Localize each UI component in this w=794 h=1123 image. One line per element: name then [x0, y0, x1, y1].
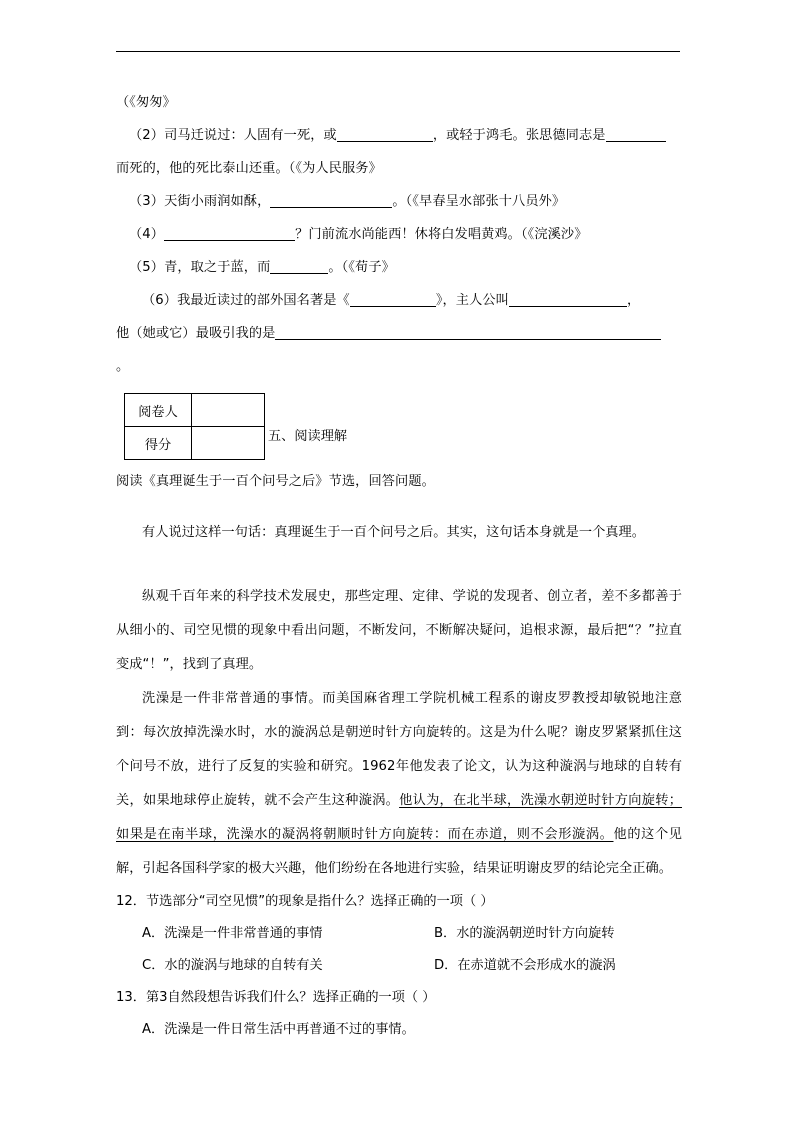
score-value-cell[interactable]: [192, 427, 265, 460]
question-12-option-c[interactable]: C．水的漩涡与地球的自转有关: [142, 958, 323, 973]
passage-paragraph-1: 有人说过这样一句话：真理诞生于一百个问号之后。其实，这句话本身就是一个真理。: [142, 525, 646, 540]
question-6-text-a: （6）我最近读过的部外国名著是《: [142, 293, 350, 308]
question-2-text-b: ，或轻于鸿毛。张思德同志是: [432, 128, 606, 143]
question-5-blank-1[interactable]: [270, 258, 328, 274]
question-12-stem: 12．节选部分“司空见惯”的现象是指什么？选择正确的一项（ ）: [116, 894, 494, 909]
question-3-text-b: 。（《早春呈水部张十八员外》: [392, 194, 566, 209]
question-6-blank-1[interactable]: [350, 291, 436, 307]
question-6-blank-3[interactable]: [275, 324, 661, 340]
question-6-text-d: 他（她或它）最吸引我的是: [116, 326, 276, 341]
question-4-text-a: （4）: [129, 227, 165, 242]
question-2-text-a: （2）司马迁说过：人固有一死，或: [129, 128, 337, 143]
question-3-blank-1[interactable]: [270, 192, 392, 208]
question-12-option-b[interactable]: B．水的漩涡朝逆时针方向旋转: [434, 926, 615, 941]
passage-paragraph-3-after: 他的这个见解，引起各国科学家的极大兴趣，他们纷纷在各地进行实验，结果证明谢皮罗的结论完全正确。: [116, 827, 683, 876]
table-row: [125, 427, 265, 460]
question-2-line: [116, 119, 682, 152]
question-6-blank-2[interactable]: [509, 291, 627, 307]
grader-label-cell: 阅卷人: [125, 394, 192, 427]
question-2-line-2: 而死的，他的死比泰山还重。（《为人民服务》: [116, 161, 382, 176]
question-4-line: [116, 218, 682, 251]
question-6-line-3: 。: [116, 359, 130, 374]
question-3-text-a: （3）天街小雨润如酥，: [129, 194, 271, 209]
question-5-text-a: （5）青，取之于蓝，而: [129, 260, 271, 275]
question-12-option-a[interactable]: A．洗澡是一件非常普通的事情: [142, 926, 323, 941]
question-5-text-b: 。（《荀子》: [328, 260, 395, 275]
score-table-row: [116, 391, 682, 465]
question-13-options-row-1: [116, 1014, 682, 1046]
question-1-source: （《匆匆》: [116, 95, 176, 110]
question-13-stem: 13．第3自然段想告诉我们什么？选择正确的一项（ ）: [116, 990, 436, 1005]
question-3-line: [116, 185, 682, 218]
question-6-text-b: 》，主人公叫: [435, 293, 509, 308]
question-2-blank-2[interactable]: [606, 126, 666, 142]
question-12-options-row-1: [116, 918, 682, 950]
passage-paragraph-3: [116, 682, 682, 886]
question-5-line: [116, 251, 682, 284]
passage-paragraph-3-before: 洗澡是一件非常普通的事情。而美国麻省理工学院机械工程系的谢皮罗教授却敏锐地注意到：每次放掉洗澡水时，水的漩涡总是朝逆时针方向旋转的。这是为什么呢？谢皮罗紧紧抓住这个问号不放，进行了反复的实验和研究。1962年他发表了论文，认为这种漩涡与地球的自转有关，如果地球停止旋转，就不会产生这种漩涡。: [116, 691, 682, 808]
header-divider-rule: [116, 51, 680, 52]
question-6-line-2: [116, 317, 682, 350]
question-6-line: [116, 284, 682, 317]
passage-paragraph-3-underlined: 他认为，在北半球，洗澡水朝逆时针方向旋转；如果是在南半球，洗澡水的凝涡将朝顺时针方向旋转：而在赤道，则不会形漩涡。: [116, 793, 682, 842]
document-content: [116, 86, 682, 1046]
section-title: 五、阅读理解: [268, 429, 348, 444]
question-4-text-b: ？门前流水尚能西！休将白发唱黄鸡。（《浣溪沙》: [295, 227, 588, 242]
question-4-blank-1[interactable]: [164, 225, 295, 241]
question-13-option-a[interactable]: A．洗澡是一件日常生活中再普通不过的事情。: [142, 1022, 415, 1037]
question-12-option-d[interactable]: D．在赤道就不会形成水的漩涡: [434, 958, 616, 973]
question-2-blank-1[interactable]: [337, 126, 433, 142]
score-table: [124, 393, 265, 460]
reading-instruction: 阅读《真理诞生于一百个问号之后》节选，回答问题。: [116, 474, 435, 489]
question-6-text-c: ，: [626, 293, 641, 308]
question-12-options-row-2: [116, 950, 682, 982]
table-row: [125, 394, 265, 427]
passage-paragraph-2: 纵观千百年来的科学技术发展史，那些定理、定律、学说的发现者、创立者，差不多都善于从细小的、司空见惯的现象中看出问题，不断发问，不断解决疑问，追根求源，最后把“？”拉直变成“！”，找到了真理。: [116, 589, 682, 672]
score-label-cell: 得分: [125, 427, 192, 460]
grader-value-cell[interactable]: [192, 394, 265, 427]
